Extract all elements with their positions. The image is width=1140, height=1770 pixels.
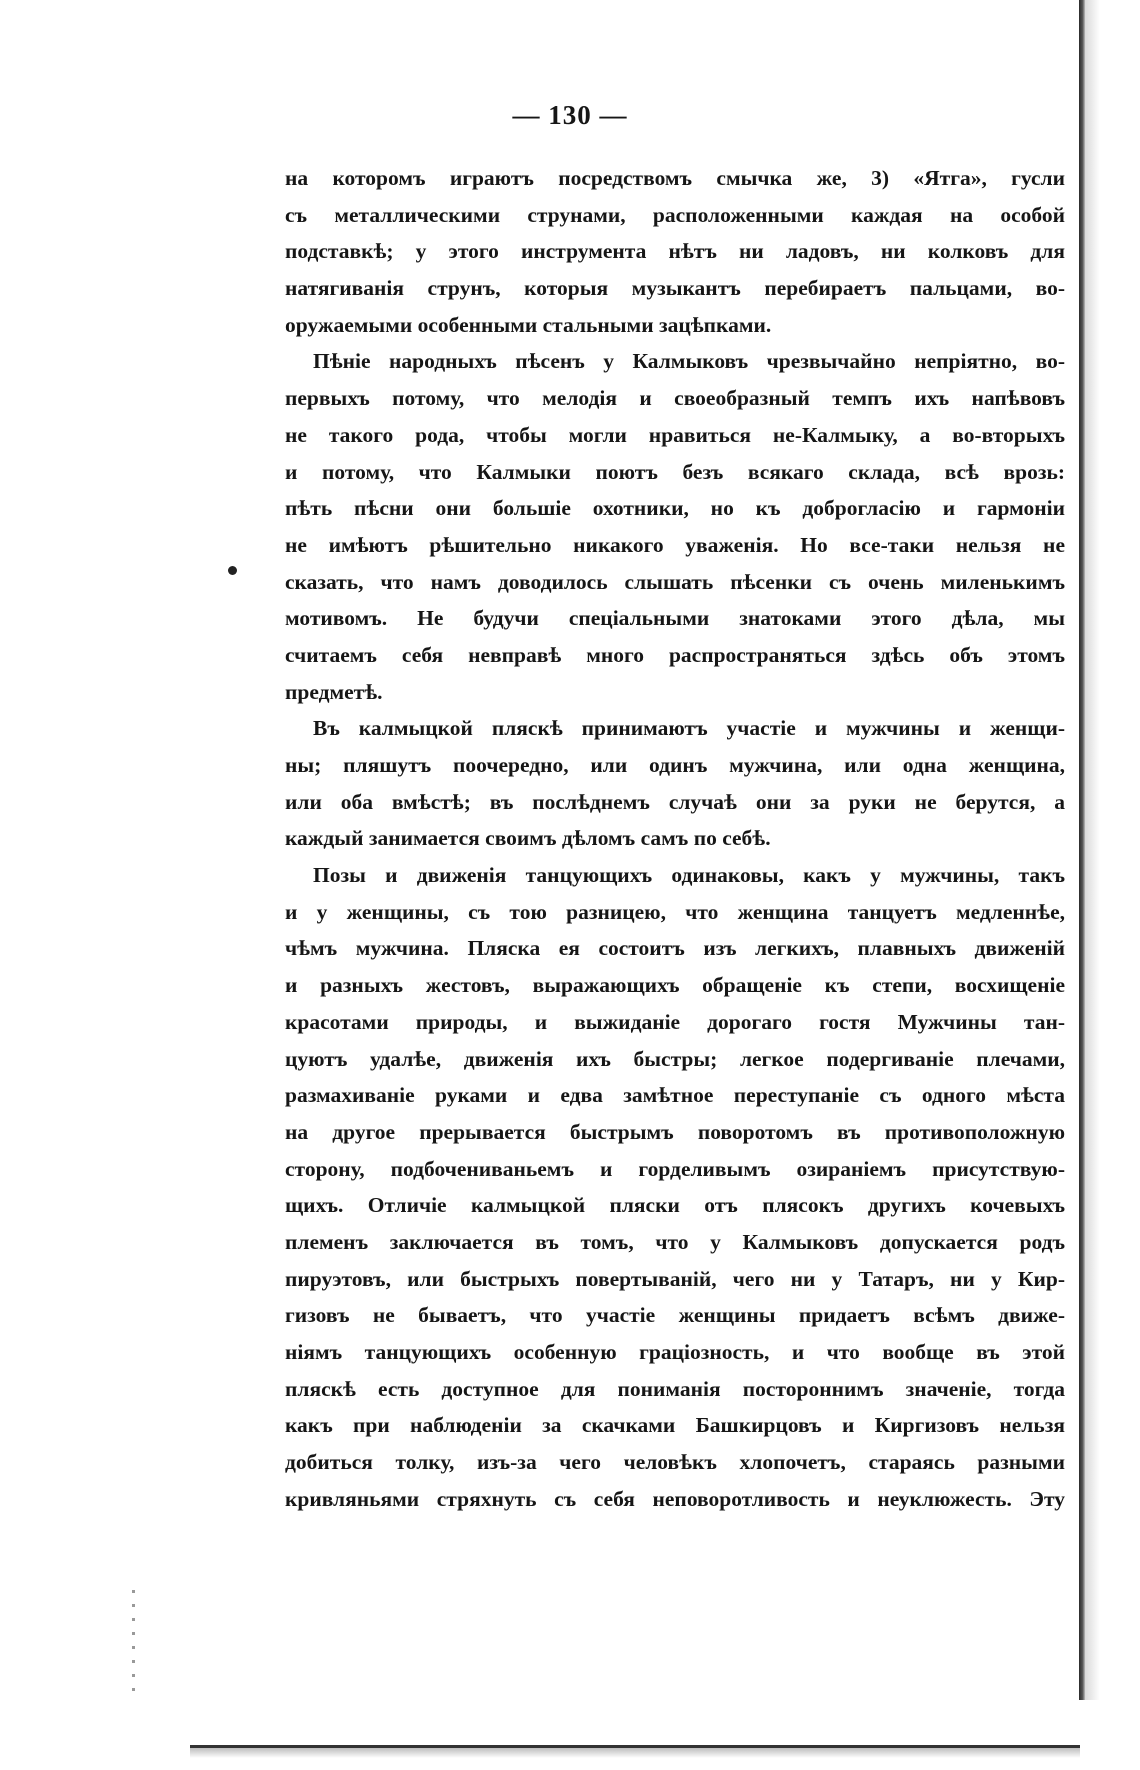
page-edge-shadow — [1085, 0, 1100, 1700]
page-edge — [1079, 0, 1085, 1700]
text-line: сказать, что намъ доводилось слышать пѣсенки съ очень миленькимъ мотивомъ. Не будучи спеціальными знатоками этого дѣла, мы — [285, 569, 1065, 631]
text-line: гизовъ не бываетъ, что участіе женщины придаетъ всѣмъ движе- — [285, 1303, 1065, 1328]
page-number: — 130 — — [512, 100, 628, 130]
bottom-edge-shadow — [190, 1748, 1080, 1758]
body-text — [285, 160, 1065, 1517]
text-line: цуютъ удалѣе, движенія ихъ быстры; легкое подергиваніе плечами, — [285, 1046, 1065, 1071]
text-line: и разныхъ жестовъ, выражающихъ обращеніе къ степи, восхищеніе — [285, 973, 1065, 998]
text-line: пѣть пѣсни они большіе охотники, но къ доброгласію и гармоніи — [285, 496, 1065, 521]
text-line: съ металлическими струнами, расположенными каждая на особой — [285, 202, 1065, 227]
text-line: не имѣютъ рѣшительно никакого уваженія. Но все-таки нельзя не — [285, 532, 1065, 557]
text-line: на которомъ играютъ посредствомъ смычка же, 3) «Ятга», гусли — [285, 166, 1065, 190]
text-line: чѣмъ мужчина. Пляска ея состоитъ изъ легкихъ, плавныхъ движеній — [285, 936, 1065, 961]
text-line: какъ при наблюденіи за скачками Башкирцовъ и Киргизовъ нельзя — [285, 1413, 1065, 1438]
text-line: красотами природы, и выжиданіе дорогаго гостя Мужчины тан- — [285, 1009, 1065, 1034]
text-line: и у женщины, съ тою разницею, что женщина танцуетъ медленнѣе, — [285, 899, 1065, 924]
text-line: племенъ заключается въ томъ, что у Калмыковъ допускается родъ — [285, 1229, 1065, 1254]
text-line: или оба вмѣстѣ; въ послѣднемъ случаѣ они за руки не берутся, а — [285, 789, 1065, 814]
text-line: ны; пляшутъ поочередно, или одинъ мужчина, или одна женщина, — [285, 753, 1065, 778]
text-line: не такого рода, чтобы могли нравиться не-Калмыку, а во-вторыхъ — [285, 422, 1065, 447]
text-line: размахиваніе руками и едва замѣтное переступаніе съ одного мѣста — [285, 1083, 1065, 1108]
text-line: оружаемыми особенными стальными зацѣпками. — [285, 312, 772, 337]
ink-mark — [228, 566, 237, 575]
text-line: добиться толку, изъ-за чего человѣкъ хлопочетъ, стараясь разными — [285, 1450, 1065, 1475]
text-line: на другое прерывается быстрымъ поворотомъ въ противоположную — [285, 1119, 1065, 1144]
margin-dots — [132, 1590, 135, 1700]
text-line: пляскѣ есть доступное для пониманія постороннимъ значеніе, тогда — [285, 1376, 1065, 1401]
text-line: натягиванія струнъ, которыя музыкантъ перебираетъ пальцами, во- — [285, 276, 1065, 301]
text-line: ніямъ танцующихъ особенную граціозность, и что вообще въ этой — [285, 1340, 1065, 1365]
text-line: Въ калмыцкой пляскѣ принимаютъ участіе и мужчины и женщи- — [313, 716, 1065, 741]
bottom-edge — [190, 1745, 1080, 1748]
text-line: и потому, что Калмыки поютъ безъ всякаго склада, всѣ врозь: — [285, 459, 1065, 484]
text-line: каждый занимается своимъ дѣломъ самъ по себѣ. — [285, 826, 771, 851]
text-line: считаемъ себя невправѣ много распространяться здѣсь объ этомъ — [285, 642, 1065, 667]
text-line: подставкѣ; у этого инструмента нѣтъ ни ладовъ, ни колковъ для — [285, 239, 1065, 264]
text-line: кривляньями стряхнуть съ себя неповоротливость и неуклюжесть. Эту — [285, 1486, 1065, 1511]
text-line: Позы и движенія танцующихъ одинаковы, какъ у мужчины, такъ — [313, 863, 1065, 888]
text-line: пируэтовъ, или быстрыхъ повертываній, чего ни у Татаръ, ни у Кир- — [285, 1266, 1065, 1291]
text-line: Пѣніе народныхъ пѣсенъ у Калмыковъ чрезвычайно непріятно, во- — [313, 349, 1065, 374]
text-line: предметѣ. — [285, 679, 383, 704]
text-line: щихъ. Отличіе калмыцкой пляски отъ плясокъ другихъ кочевыхъ — [285, 1193, 1065, 1218]
text-line: сторону, подбочениваньемъ и горделивымъ озираніемъ присутствую- — [285, 1156, 1065, 1181]
text-line: первыхъ потому, что мелодія и своеобразный темпъ ихъ напѣвовъ — [285, 386, 1065, 411]
